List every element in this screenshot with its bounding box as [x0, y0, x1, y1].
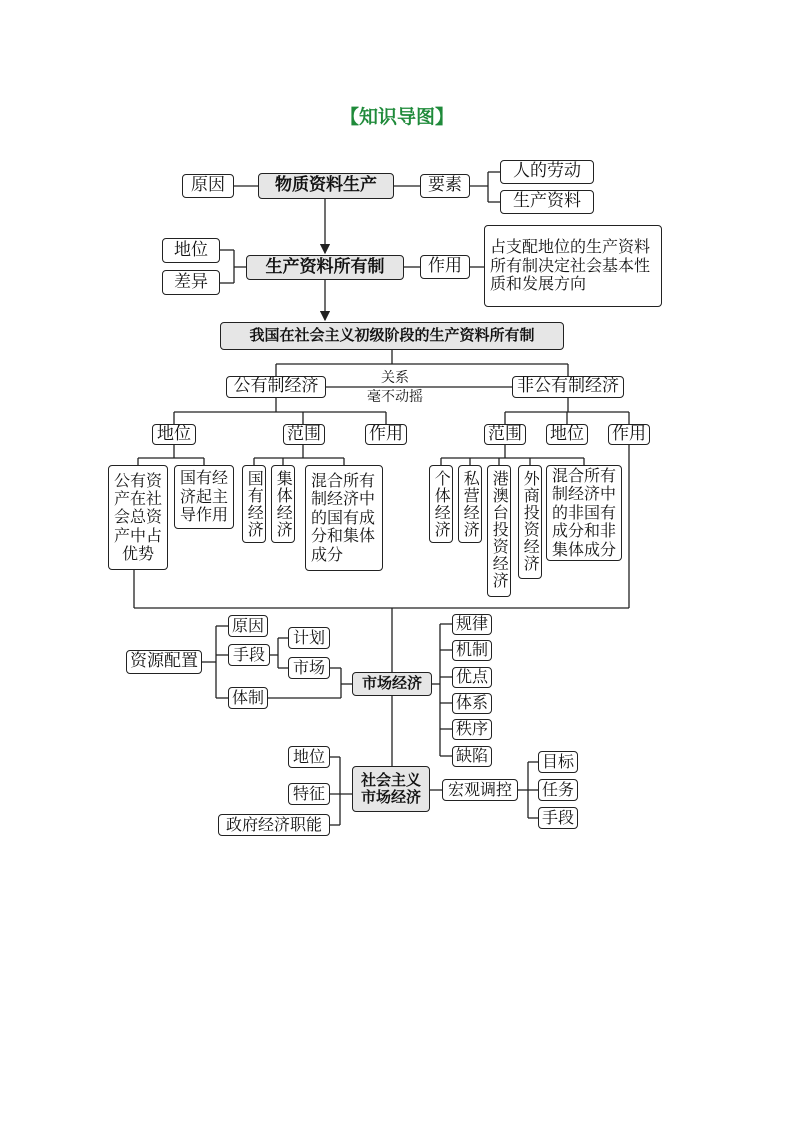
tasks-box: 任务: [538, 779, 578, 801]
order-box: 秩序: [452, 719, 492, 740]
relation-desc: 毫不动摇: [367, 388, 423, 405]
relation-label: 关系: [381, 369, 409, 386]
market-box: 市场: [288, 657, 330, 679]
foreign-box: 外商投资经济: [518, 465, 542, 579]
gov-function-box: 政府经济职能: [218, 814, 330, 836]
mechanism-box: 机制: [452, 640, 492, 661]
function-desc-box: 占支配地位的生产资料所有制决定社会基本性质和发展方向: [484, 225, 662, 307]
hkmt-box: 港澳台投资经济: [487, 465, 511, 597]
public-mixed-box: 混合所有制经济中的国有成分和集体成分: [305, 465, 383, 571]
resource-allocation-box: 资源配置: [126, 650, 202, 674]
socialist-market-economy-box: 社会主义市场经济: [352, 766, 430, 812]
framework-box: 体系: [452, 693, 492, 714]
nonpublic-function-box: 作用: [608, 424, 650, 445]
market-economy-box: 市场经济: [352, 672, 432, 696]
nonpublic-economy-box: 非公有制经济: [512, 376, 624, 398]
public-function-box: 作用: [365, 424, 407, 445]
function-box: 作用: [420, 255, 470, 279]
goals-box: 目标: [538, 751, 578, 773]
merits-box: 优点: [452, 667, 492, 688]
state-owned-box: 国有经济: [242, 465, 266, 543]
state-role-box: 国有经济起主导作用: [174, 465, 234, 529]
status-box: 地位: [162, 238, 220, 263]
page-title: 【知识导图】: [339, 106, 454, 128]
system-box: 体制: [228, 687, 268, 709]
nonpublic-status-box: 地位: [546, 424, 588, 445]
nonpublic-scope-box: 范围: [484, 424, 526, 445]
human-labor-box: 人的劳动: [500, 160, 594, 184]
public-status-desc: 公有资产在社会总资产中占优势: [108, 465, 168, 570]
reason-box: 原因: [182, 174, 234, 198]
nonpublic-mixed-box: 混合所有制经济中的非国有成分和非集体成分: [546, 465, 622, 561]
elements-box: 要素: [420, 174, 470, 198]
market-reason-box: 原因: [228, 615, 268, 637]
collective-box: 集体经济: [271, 465, 295, 543]
difference-box: 差异: [162, 270, 220, 295]
socialist-status-box: 地位: [288, 746, 330, 768]
material-production-box: 物质资料生产: [258, 173, 394, 199]
market-means-box: 手段: [228, 644, 270, 666]
defects-box: 缺陷: [452, 746, 492, 767]
public-economy-box: 公有制经济: [226, 376, 326, 398]
public-scope-box: 范围: [283, 424, 325, 445]
private-box: 私营经济: [458, 465, 482, 543]
plan-box: 计划: [288, 627, 330, 649]
means-of-production-box: 生产资料: [500, 190, 594, 214]
law-box: 规律: [452, 614, 492, 635]
public-status-box: 地位: [152, 424, 196, 445]
individual-box: 个体经济: [429, 465, 453, 543]
ownership-box: 生产资料所有制: [246, 255, 404, 280]
macro-control-box: 宏观调控: [442, 779, 518, 801]
features-box: 特征: [288, 783, 330, 805]
china-ownership-box: 我国在社会主义初级阶段的生产资料所有制: [220, 322, 564, 350]
macro-means-box: 手段: [538, 807, 578, 829]
